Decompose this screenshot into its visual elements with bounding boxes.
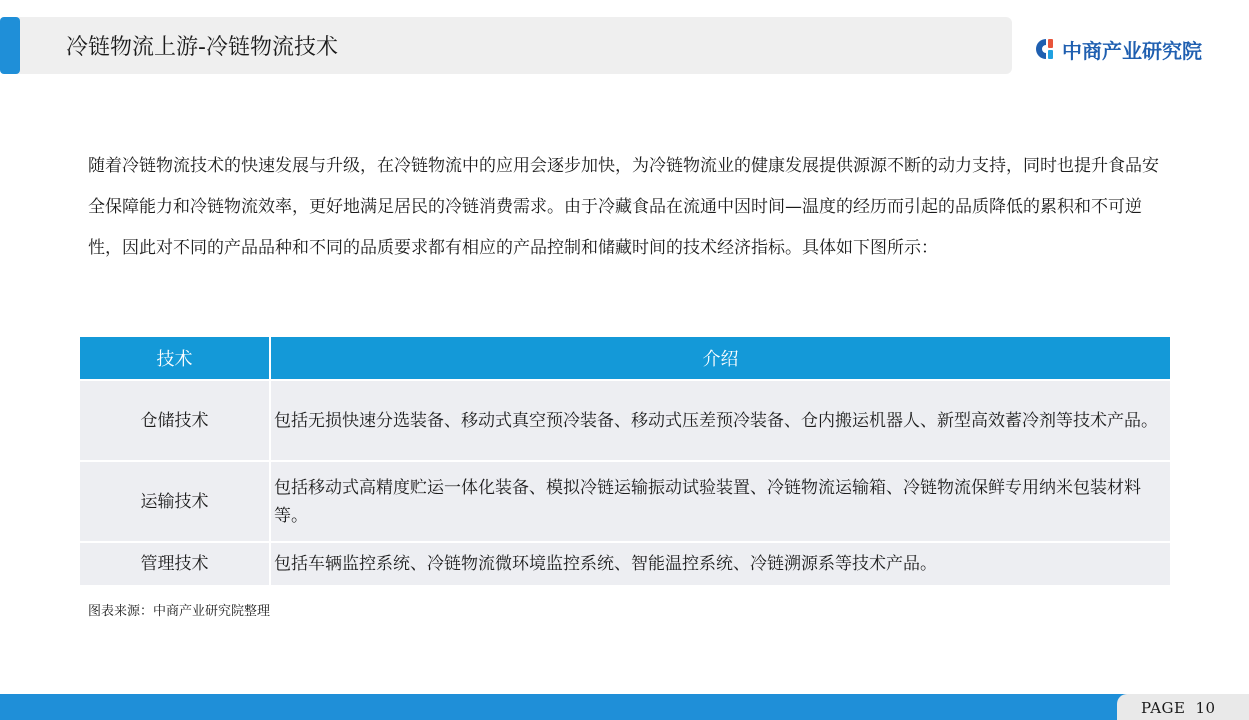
tech-name-cell: 管理技术 <box>80 542 270 585</box>
column-header-description: 介绍 <box>270 337 1170 380</box>
page-number-value: 10 <box>1195 699 1216 717</box>
page-number <box>1141 699 1216 717</box>
tech-desc-cell: 包括移动式高精度贮运一体化装备、模拟冷链运输振动试验装置、冷链物流运输箱、冷链物流保鲜专用纳米包装材料等。 <box>270 461 1170 542</box>
column-header-technology: 技术 <box>80 337 270 380</box>
table-row <box>80 380 1170 461</box>
logo <box>1034 35 1202 63</box>
table-row <box>80 542 1170 585</box>
source-note: 图表来源：中商产业研究院整理 <box>88 604 271 619</box>
tech-desc-cell: 包括车辆监控系统、冷链物流微环境监控系统、智能温控系统、冷链溯源系等技术产品。 <box>270 542 1170 585</box>
company-logo-icon <box>1034 37 1058 61</box>
page-title: 冷链物流上游-冷链物流技术 <box>66 35 338 60</box>
tech-name-cell: 运输技术 <box>80 461 270 542</box>
tech-name-cell: 仓储技术 <box>80 380 270 461</box>
intro-paragraph: 随着冷链物流技术的快速发展与升级，在冷链物流中的应用会逐步加快，为冷链物流业的健康发展提供源源不断的动力支持，同时也提升食品安全保障能力和冷链物流效率，更好地满足居民的冷链消费需求。由于冷藏食品在流通中因时间—温度的经历而引起的品质降低的累积和不可逆性，因此对不同的产品品种和不同的品质要求都有相应的产品控制和储藏时间的技术经济指标。具体如下图所示： <box>88 156 1159 258</box>
technology-table <box>80 337 1170 585</box>
table-header-row <box>80 337 1170 380</box>
page-label: PAGE <box>1141 699 1186 717</box>
tech-desc-cell: 包括无损快速分选装备、移动式真空预冷装备、移动式压差预冷装备、仓内搬运机器人、新型高效蓄冷剂等技术产品。 <box>270 380 1170 461</box>
header-accent <box>0 17 20 74</box>
footer-bar <box>0 694 1249 720</box>
logo-text: 中商产业研究院 <box>1062 38 1202 63</box>
table-row <box>80 461 1170 542</box>
